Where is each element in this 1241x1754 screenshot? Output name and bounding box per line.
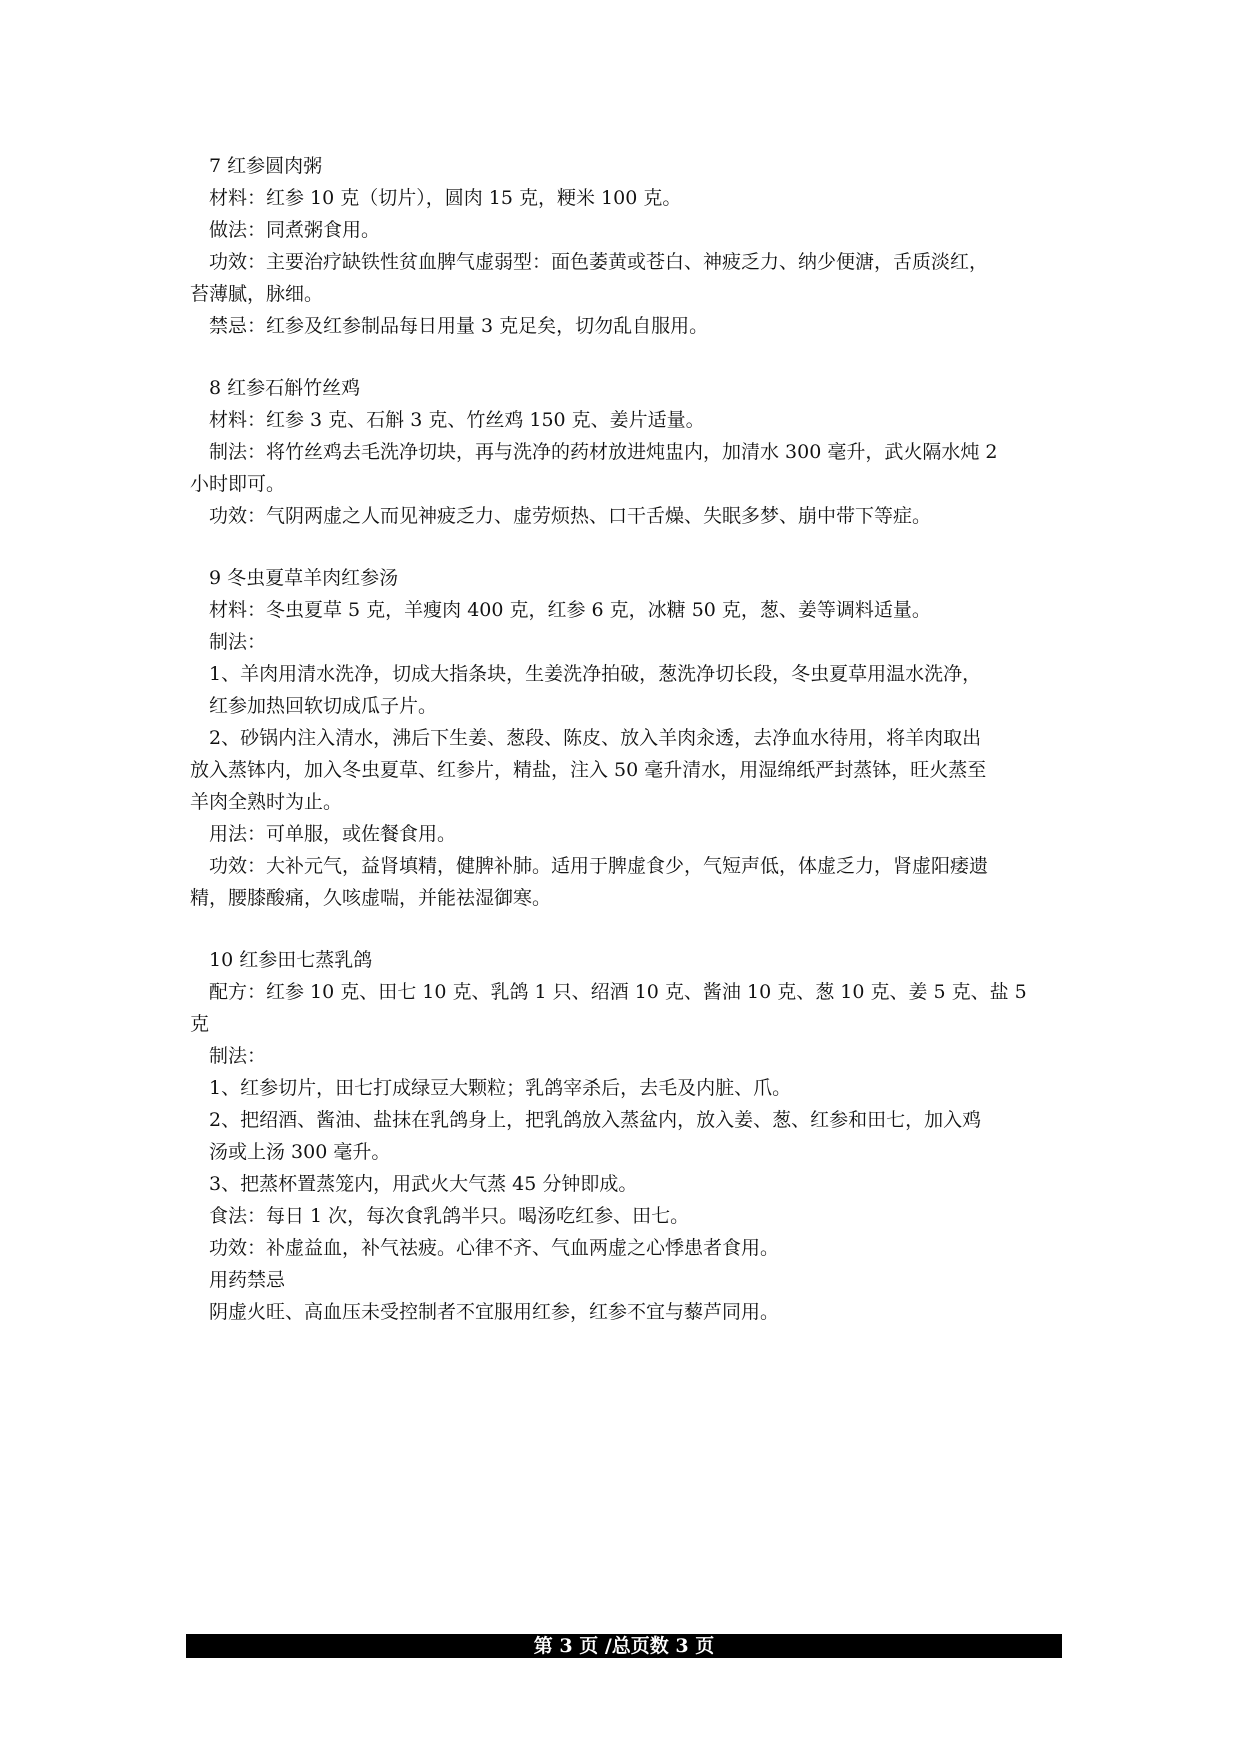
text-line: 2、砂锅内注入清水，沸后下生姜、葱段、陈皮、放入羊肉汆透，去净血水待用，将羊肉取出 (209, 727, 982, 749)
section-title: 10 红参田七蒸乳鸽 (209, 949, 373, 971)
text-line: 配方：红参 10 克、田七 10 克、乳鸽 1 只、绍酒 10 克、酱油 10 克、葱 10 克、姜 5 克、盐 5 (209, 981, 1027, 1003)
section-gap (190, 342, 1070, 372)
text-line: 3、把蒸杯置蒸笼内，用武火大气蒸 45 分钟即成。 (209, 1173, 638, 1195)
text-line: 材料：冬虫夏草 5 克，羊瘦肉 400 克，红参 6 克，冰糖 50 克，葱、姜等调料适量。 (209, 599, 931, 621)
text-line: 放入蒸钵内，加入冬虫夏草、红参片，精盐，注入 50 毫升清水，用湿绵纸严封蒸钵，旺火蒸至 (190, 759, 987, 781)
document-body (190, 150, 1070, 1328)
section-title: 7 红参圆肉粥 (209, 155, 323, 177)
section-title: 9 冬虫夏草羊肉红参汤 (209, 567, 399, 589)
section-title: 8 红参石斛竹丝鸡 (209, 377, 361, 399)
page-footer: 第 3 页 /总页数 3 页 (186, 1634, 1062, 1658)
section-gap (190, 914, 1070, 944)
text-line: 制法：将竹丝鸡去毛洗净切块，再与洗净的药材放进炖盅内，加清水 300 毫升，武火隔水炖 2 (209, 441, 998, 463)
text-line: 羊肉全熟时为止。 (190, 791, 343, 813)
text-line: 制法： (209, 631, 267, 653)
text-line: 功效：补虚益血，补气祛疲。心律不齐、气血两虚之心悸患者食用。 (209, 1237, 780, 1259)
text-line: 1、红参切片，田七打成绿豆大颗粒；乳鸽宰杀后，去毛及内脏、爪。 (209, 1077, 792, 1099)
text-line: 小时即可。 (190, 473, 286, 495)
section-gap (190, 532, 1070, 562)
text-line: 用法：可单服，或佐餐食用。 (209, 823, 457, 845)
text-line: 制法： (209, 1045, 267, 1067)
text-line: 2、把绍酒、酱油、盐抹在乳鸽身上，把乳鸽放入蒸盆内，放入姜、葱、红参和田七，加入鸡 (209, 1109, 982, 1131)
text-line: 克 (190, 1013, 210, 1035)
text-line: 精，腰膝酸痛，久咳虚喘，并能祛湿御寒。 (190, 887, 552, 909)
text-line: 材料：红参 3 克、石斛 3 克、竹丝鸡 150 克、姜片适量。 (209, 409, 705, 431)
text-line: 苔薄腻，脉细。 (190, 283, 324, 305)
text-line: 汤或上汤 300 毫升。 (209, 1141, 391, 1163)
text-line: 用药禁忌 (209, 1269, 286, 1291)
text-line: 材料：红参 10 克（切片），圆肉 15 克，粳米 100 克。 (209, 187, 682, 209)
text-line: 功效：大补元气，益肾填精，健脾补肺。适用于脾虚食少，气短声低，体虚乏力，肾虚阳痿遗 (209, 855, 989, 877)
text-line: 功效：主要治疗缺铁性贫血脾气虚弱型：面色萎黄或苍白、神疲乏力、纳少便溏，舌质淡红， (209, 251, 989, 273)
text-line: 阴虚火旺、高血压未受控制者不宜服用红参，红参不宜与藜芦同用。 (209, 1301, 780, 1323)
text-line: 功效：气阴两虚之人而见神疲乏力、虚劳烦热、口干舌燥、失眠多梦、崩中带下等症。 (209, 505, 932, 527)
text-line: 红参加热回软切成瓜子片。 (209, 695, 438, 717)
text-line: 1、羊肉用清水洗净，切成大指条块，生姜洗净拍破，葱洗净切长段，冬虫夏草用温水洗净， (209, 663, 982, 685)
text-line: 禁忌：红参及红参制品每日用量 3 克足矣，切勿乱自服用。 (209, 315, 709, 337)
text-line: 食法：每日 1 次，每次食乳鸽半只。喝汤吃红参、田七。 (209, 1205, 690, 1227)
text-line: 做法：同煮粥食用。 (209, 219, 381, 241)
